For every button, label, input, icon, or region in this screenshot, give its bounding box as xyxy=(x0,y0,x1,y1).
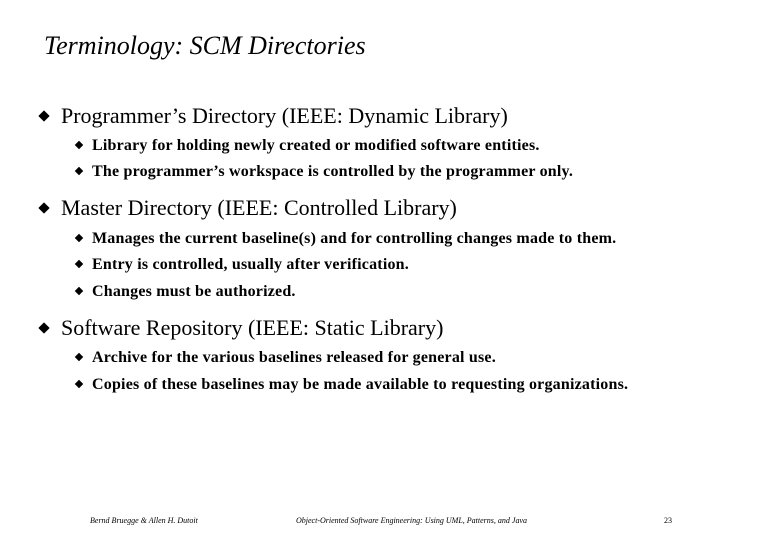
bullet-heading: Software Repository (IEEE: Static Library) xyxy=(61,315,444,340)
sub-bullet xyxy=(76,348,756,367)
footer-authors: Bernd Bruegge & Allen H. Dutoit xyxy=(90,516,198,525)
sub-bullet xyxy=(76,229,756,248)
bullet-heading: Programmer’s Directory (IEEE: Dynamic Library) xyxy=(61,103,508,128)
sub-bullet-text: Entry is controlled, usually after verification. xyxy=(92,256,409,273)
sub-bullet-text: The programmer’s workspace is controlled by the programmer only. xyxy=(92,163,574,180)
diamond-bullet-icon xyxy=(38,322,49,333)
diamond-bullet-icon xyxy=(38,110,49,121)
footer-page-number: 23 xyxy=(664,516,672,525)
sub-bullet xyxy=(76,162,756,181)
sub-bullet xyxy=(76,282,756,301)
sub-bullet-icon xyxy=(75,167,83,175)
diamond-bullet-icon xyxy=(38,202,49,213)
sub-bullet-icon xyxy=(75,287,83,295)
sub-bullet-icon xyxy=(75,380,83,388)
sub-bullet-text: Archive for the various baselines released for general use. xyxy=(92,349,496,366)
sub-bullet-icon xyxy=(75,141,83,149)
sub-bullet xyxy=(76,136,756,155)
slide-title: Terminology: SCM Directories xyxy=(44,31,366,60)
sub-bullet-text: Library for holding newly created or modified software entities. xyxy=(92,137,540,154)
sub-bullet-text: Changes must be authorized. xyxy=(92,283,296,300)
bullet-heading: Master Directory (IEEE: Controlled Library) xyxy=(61,195,457,220)
sub-bullet-text: Copies of these baselines may be made available to requesting organizations. xyxy=(92,376,629,393)
footer-book-title: Object-Oriented Software Engineering: Using UML, Patterns, and Java xyxy=(296,516,527,525)
sub-bullet-icon xyxy=(75,353,83,361)
sub-bullet-icon xyxy=(75,234,83,242)
sub-bullet-text: Manages the current baseline(s) and for controlling changes made to them. xyxy=(92,230,617,247)
sub-bullet xyxy=(76,255,756,274)
sub-bullet xyxy=(76,375,636,394)
sub-bullet-icon xyxy=(75,260,83,268)
